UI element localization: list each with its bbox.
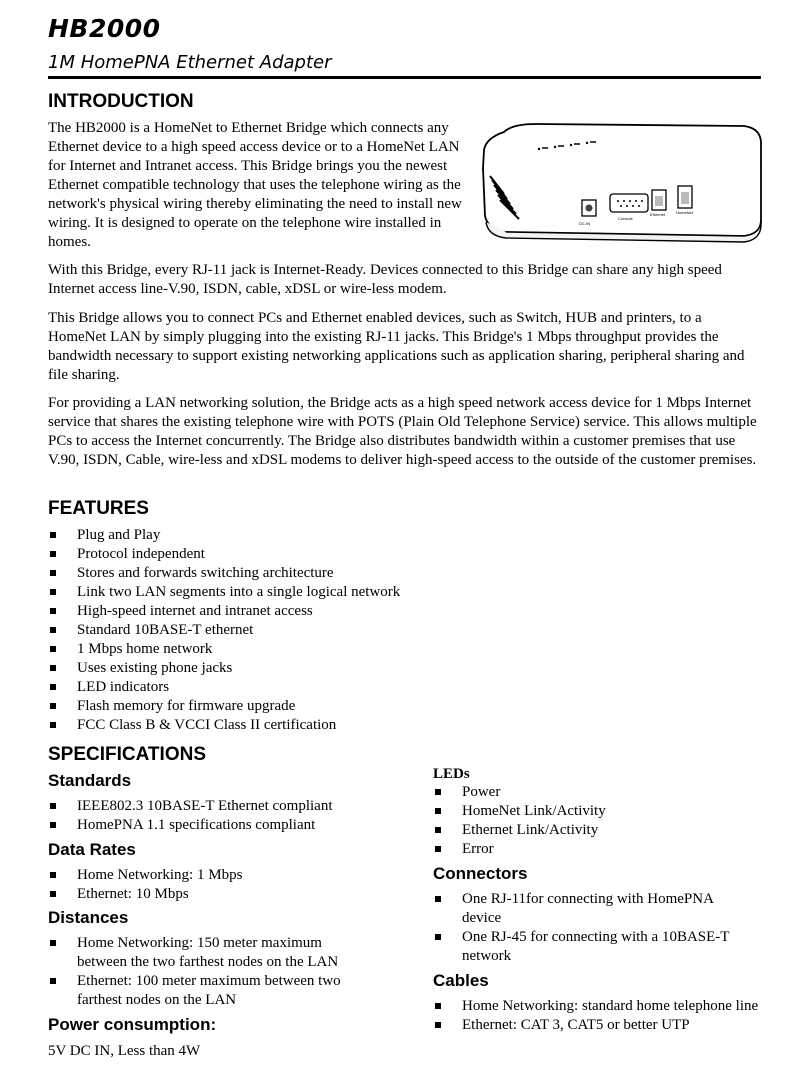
port-label: DC-IN: [579, 221, 591, 226]
list-item: Power: [433, 783, 763, 802]
console-port-icon: [610, 194, 648, 212]
list-item: HomePNA 1.1 specifications compliant: [48, 816, 388, 835]
list-item: High-speed internet and intranet access: [48, 602, 763, 621]
connectors-heading: Connectors: [433, 864, 528, 883]
list-item: FCC Class B & VCCI Class II certification: [48, 716, 763, 735]
introduction-heading: INTRODUCTION: [48, 91, 194, 112]
cables-heading: Cables: [433, 971, 489, 990]
list-item: Home Networking: 150 meter maximum between the two farthest nodes on the LAN: [48, 934, 368, 972]
list-item: 1 Mbps home network: [48, 640, 763, 659]
features-list: [48, 526, 763, 735]
intro-paragraph-1: The HB2000 is a HomeNet to Ethernet Bridge which connects any Ethernet device to a high speed access device or to a HomeNet LAN for Internet and Intranet access. This Bridge brings you the newest Ethernet compatible technology that uses the telephone wiring as the network's physical wiring thereby eliminating the need to install new wiring. It is designed to operate on the telephone wire installed in homes.: [48, 120, 462, 250]
list-item: Ethernet: 10 Mbps: [48, 885, 388, 904]
port-label: Console: [618, 216, 633, 221]
leds-heading: LEDs: [433, 766, 470, 782]
data-rates-heading: Data Rates: [48, 840, 136, 859]
hb2000-device-image: [476, 112, 766, 247]
port-label: Ethernet: [650, 212, 666, 217]
list-item: Error: [433, 840, 763, 859]
list-item: One RJ-45 for connecting with a 10BASE-T network: [433, 928, 753, 966]
specifications-heading: SPECIFICATIONS: [48, 744, 206, 765]
distances-list: [48, 934, 368, 1010]
list-item: Protocol independent: [48, 545, 763, 564]
product-subtitle: 1M HomePNA Ethernet Adapter: [48, 52, 332, 73]
standards-list: [48, 797, 388, 835]
cables-list: [433, 997, 763, 1035]
distances-heading: Distances: [48, 908, 129, 927]
list-item: Home Networking: standard home telephone line: [433, 997, 763, 1016]
list-item: IEEE802.3 10BASE-T Ethernet compliant: [48, 797, 388, 816]
list-item: Ethernet: CAT 3, CAT5 or better UTP: [433, 1016, 763, 1035]
list-item: Uses existing phone jacks: [48, 659, 763, 678]
intro-paragraph-4: For providing a LAN networking solution, the Bridge acts as a high speed network access device for 1 Mbps Internet service that shares the existing telephone wire with POTS (Plain Old Telephone Service) service. This allows multiple PCs to access the Internet concurrently. The Bridge also distributes bandwidth within a customer premises that use V.90, ISDN, Cable, wire-less and xDSL modems to deliver high-speed access to the outside of the customer premises.: [48, 395, 757, 468]
leds-list: [433, 783, 763, 859]
list-item: Home Networking: 1 Mbps: [48, 866, 388, 885]
list-item: Flash memory for firmware upgrade: [48, 697, 763, 716]
list-item: Standard 10BASE-T ethernet: [48, 621, 763, 640]
list-item: Ethernet Link/Activity: [433, 821, 763, 840]
power-consumption-heading: Power consumption:: [48, 1015, 217, 1034]
list-item: Ethernet: 100 meter maximum between two farthest nodes on the LAN: [48, 972, 368, 1010]
power-consumption-value: 5V DC IN, Less than 4W: [48, 1043, 201, 1059]
data-rates-list: [48, 866, 388, 904]
product-model-title: HB2000: [48, 14, 161, 43]
list-item: One RJ-11for connecting with HomePNA device: [433, 890, 753, 928]
connectors-list: [433, 890, 753, 966]
list-item: Plug and Play: [48, 526, 763, 545]
standards-heading: Standards: [48, 771, 132, 790]
list-item: Link two LAN segments into a single logical network: [48, 583, 763, 602]
features-heading: FEATURES: [48, 498, 149, 519]
header-rule: [48, 76, 761, 79]
list-item: Stores and forwards switching architecture: [48, 564, 763, 583]
port-label: HomeNet: [676, 210, 693, 215]
list-item: HomeNet Link/Activity: [433, 802, 763, 821]
intro-paragraph-2: With this Bridge, every RJ-11 jack is Internet-Ready. Devices connected to this Bridge can share any high speed Internet access line-V.90, ISDN, cable, xDSL or wire-less modem.: [48, 262, 722, 297]
list-item: LED indicators: [48, 678, 763, 697]
intro-paragraph-3: This Bridge allows you to connect PCs and Ethernet enabled devices, such as Switch, HUB and printers, to a HomeNet LAN by simply plugging into the existing RJ-11 jacks. This Bridge's 1 Mbps throughput provides the bandwidth necessary to support existing networking applications such as application sharing, peripheral sharing and file sharing.: [48, 310, 745, 383]
